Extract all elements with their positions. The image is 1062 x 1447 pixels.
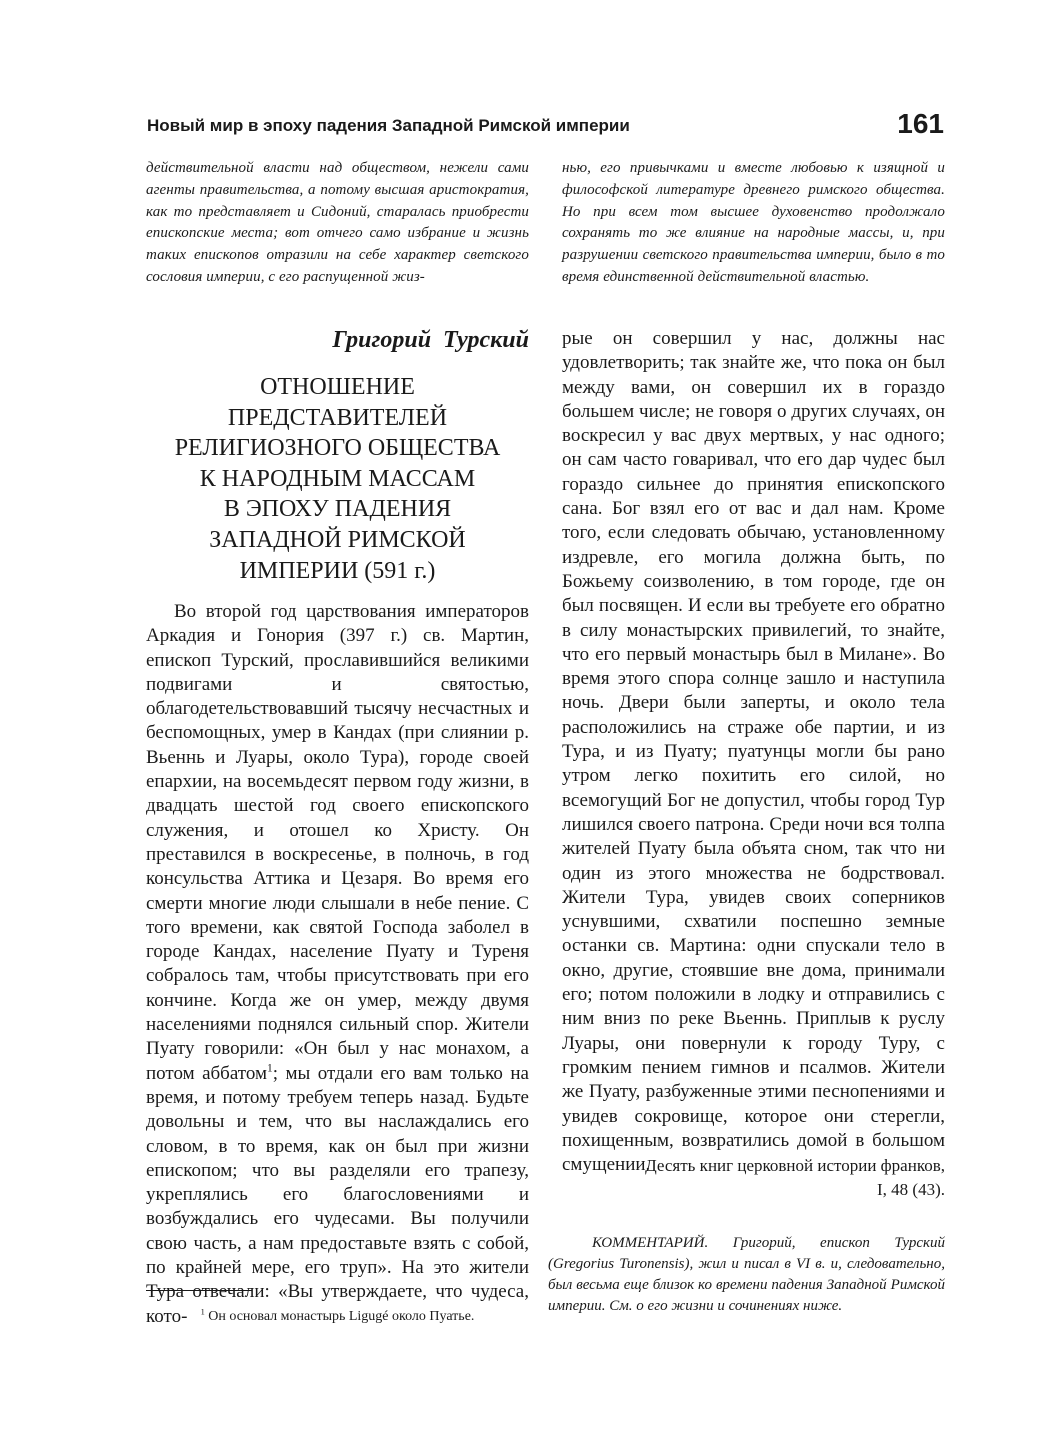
- source-citation: [562, 1154, 945, 1202]
- intro-text-right: нью, его привычками и вместе любовью к изящной и философской литературе древнего римского общества. Но при всем том высшее духовенство продолжало сохранять то же влияние на народные массы, и, при разрушении светского правительства империи, было в то время единственной действительной властью.: [562, 160, 945, 285]
- article-author: Григорий Турский: [332, 327, 529, 353]
- title-line: В ЭПОХУ ПАДЕНИЯ: [223, 496, 452, 523]
- page-number: 161: [897, 108, 944, 139]
- title-line: К НАРОДНЫМ МАССАМ: [199, 465, 476, 492]
- footnote: [146, 1307, 529, 1327]
- body-paragraph: [146, 600, 529, 1329]
- title-line: ПРЕДСТАВИТЕЛЕЙ: [227, 404, 448, 431]
- running-header: Новый мир в эпоху падения Западной Римской империи: [147, 116, 630, 135]
- source-line: I, 48 (43).: [877, 1180, 945, 1199]
- body-text-part: Во второй год царствования императоров Аркадия и Гонория (397 г.) св. Мартин, епископ Турский, прославившийся великими подвигами и святостью, облагодетельствовавший тысячу несчастных и беспомощных, умер в Кандах (при слиянии р. Вьеннь и Луары, около Тура), городе своей епархии, на восемьдесят первом году жизни, в двадцать шестой год своего епископского служения, и отошел ко Христу. Он преставился в воскресенье, в полночь, в год консульства Аттика и Цезаря. Во время его смерти многие люди слышали в небе пение. С того времени, как святой Господа заболел в городе Кандах, население Пуату и Туреня собралось там, чтобы присутствовать при его кончине. Когда же он умер, между двумя населениями поднялся сильный спор. Жители Пуату говорили: «Он был у нас монахом, а потом аббатом: [146, 601, 529, 1084]
- title-line: ОТНОШЕНИЕ: [260, 374, 415, 400]
- source-line: Десять книг церковной истории франков,: [645, 1156, 945, 1175]
- title-line: ИМПЕРИИ (591 г.): [239, 557, 436, 584]
- article-title: [146, 372, 529, 586]
- body-text-part: ; мы отдали его вам только на время, и потому требуем теперь назад. Будьте довольны и тем, что вы наслаждались его словом, в то время, как он был при жизни епископом; что вы разделяли его трапезу, укреплялись его благословениями и возбуждались его чудесами. Вы получили свою часть, а нам предоставьте взять с собой, по крайней мере, его труп». На это жители Тура отвечали: «Вы утверждаете, что чудеса, кото-: [146, 1062, 529, 1327]
- commentary-text: КОММЕНТАРИЙ. Григорий, епископ Турский (Gregorius Turonensis), жил и писал в VI в. и, следовательно, был весьма еще близок ко времени падения Западной Римской империи. См. о его жизни и сочинениях ниже.: [548, 1235, 945, 1314]
- intro-text-left: действительной власти над обществом, нежели сами агенты правительства, а потому высшая аристократия, как то представляет и Сидоний, старалась приобрести епископские места; вот отчего само избрание и жизнь таких епископов отразили на себе характер светского сословия империи, с его распущенной жиз-: [146, 160, 529, 285]
- footnote-marker: 1: [200, 1307, 205, 1317]
- title-line: ЗАПАДНОЙ РИМСКОЙ: [209, 526, 466, 553]
- footnote-divider: [146, 1290, 252, 1291]
- commentary: [548, 1233, 945, 1317]
- footnote-reference: 1: [267, 1062, 273, 1075]
- title-line: РЕЛИГИОЗНОГО ОБЩЕСТВА: [174, 435, 501, 462]
- body-paragraph: рые он совершил у нас, должны нас удовлетворить; так знайте же, что пока он был между вами, он совершил их в гораздо большем числе; не говоря о других случаях, он воскресил у вас двух мертвых, у нас одного; он сам часто говаривал, что его дар чудес был гораздо сильнее до принятия епископского сана. Бог взял его от вас и дал нам. Кроме того, если следовать обычаю, установленному издревле, его могила должна быть, по Божьему соизволению, в том городе, где он был посвящен. И если вы требуете его обратно в силу монастырских привилегий, то знайте, что его первый монастырь был в Милане». Во время этого спора солнце зашло и наступила ночь. Двери были заперты, и около тела расположились на страже обе партии, и из Тура, и из Пуату; пуатунцы могли бы рано утром легко похитить его силой, но всемогущий Бог не допустил, чтобы город Тур лишился своего патрона. Среди ночи вся толпа жителей Пуату была объята сном, так что ни один из этого множества не бодрствовал. Жители Тура, увидев своих соперников уснувшими, схватили поспешно земные останки св. Мартина: одни спускали тело в окно, другие, стоявшие вне дома, принимали его; потом положили в лодку и отправились с ним вниз по реке Вьеннь. Приплыв к руслу Луары, они повернули к городу Туру, с громким пением гимнов и псалмов. Жители же Пуату, разбуженные этими песнопениями и увидев сокровище, которое они стерегли, похищенным, возвратились домой в большом смущении.: [562, 328, 945, 1176]
- footnote-text: Он основал монастырь Ligugé около Пуатье.: [204, 1309, 475, 1324]
